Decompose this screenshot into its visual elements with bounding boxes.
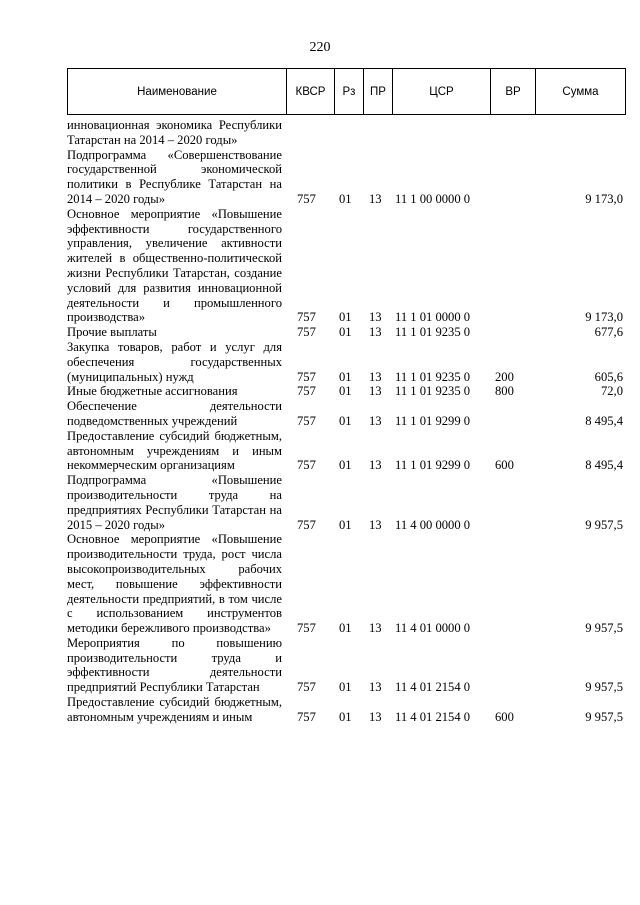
table-row [67,399,626,429]
row-kvsr: 757 [297,413,316,428]
header-rz: Рз [335,69,364,114]
row-sum: 9 957,5 [585,621,623,636]
row-sum: 8 495,4 [585,458,623,473]
row-rz: 01 [339,325,352,340]
row-vr: 200 [495,369,514,384]
row-pr: 13 [369,310,382,325]
row-pr: 13 [369,621,382,636]
row-name: Прочие выплаты [67,325,157,340]
row-pr: 13 [369,191,382,206]
row-rz: 01 [339,517,352,532]
row-sum: 9 173,0 [585,310,623,325]
row-rz: 01 [339,384,352,399]
row-name: Подпрограмма «Совершенствование государственной экономической политики в Республике Татарстан на 2014 – 2020 годы» [67,147,282,206]
row-kvsr: 757 [297,621,316,636]
header-sum: Сумма [562,85,599,98]
row-pr: 13 [369,413,382,428]
row-pr: 13 [369,709,382,724]
row-sum: 8 495,4 [585,413,623,428]
row-csr: 11 1 01 9235 0 [395,384,471,399]
row-kvsr: 757 [297,680,316,695]
row-kvsr: 757 [297,709,316,724]
row-rz: 01 [339,680,352,695]
row-pr: 13 [369,384,382,399]
row-name: Основное мероприятие «Повышение производительности труда, рост числа высокопроизводительных рабочих мест, повышение эффективности деятельности предприятий, в том числе с использованием инструментов методики бережливого производства» [67,532,282,636]
row-name: Предоставление субсидий бюджетным, автономным учреждениям и иным [67,695,282,724]
row-sum: 9 957,5 [585,709,623,724]
row-name: Мероприятия по повышению производительности труда и эффективности деятельности предприятий Республики Татарстан [67,635,282,695]
header-pr: ПР [364,69,393,114]
row-pr: 13 [369,369,382,384]
row-rz: 01 [339,310,352,325]
row-kvsr: 757 [297,384,316,399]
row-rz: 01 [339,621,352,636]
row-sum: 72,0 [600,384,623,399]
table-row [67,429,626,473]
row-csr: 11 1 01 9235 0 [395,325,471,340]
table-header [67,68,626,115]
row-csr: 11 4 01 0000 0 [395,621,471,636]
row-vr: 600 [495,709,514,724]
row-pr: 13 [369,517,382,532]
row-name: Основное мероприятие «Повышение эффективности государственного управления, увеличение активности жителей в общественно-политической жизни Республики Татарстан, создание условий для развития инновационной деятельности и промышленного производства» [67,206,282,325]
table-row [67,325,626,340]
row-rz: 01 [339,709,352,724]
table-row [67,473,626,532]
row-csr: 11 1 01 9235 0 [395,369,471,384]
table-row [67,636,626,695]
table-row [67,118,626,148]
row-kvsr: 757 [297,458,316,473]
row-rz: 01 [339,458,352,473]
row-kvsr: 757 [297,191,316,206]
row-sum: 9 957,5 [585,517,623,532]
row-name: Обеспечение деятельности подведомственных учреждений [67,399,282,428]
row-vr: 800 [495,384,514,399]
row-name: Иные бюджетные ассигнования [67,384,238,399]
table-row [67,207,626,325]
row-csr: 11 4 01 2154 0 [395,680,471,695]
row-kvsr: 757 [297,369,316,384]
row-name: Закупка товаров, работ и услуг для обеспечения государственных (муниципальных) нужд [67,339,282,384]
row-csr: 11 1 01 9299 0 [395,458,471,473]
header-kvsr: КВСР [287,69,335,114]
table-row [67,695,626,725]
row-rz: 01 [339,191,352,206]
row-sum: 9 173,0 [585,191,623,206]
row-csr: 11 4 01 2154 0 [395,709,471,724]
table-row [67,148,626,207]
row-pr: 13 [369,458,382,473]
row-vr: 600 [495,458,514,473]
row-sum: 605,6 [594,369,623,384]
row-sum: 9 957,5 [585,680,623,695]
header-name: Наименование [68,69,287,114]
table-row [67,532,626,636]
table-row [67,384,626,399]
row-kvsr: 757 [297,325,316,340]
row-rz: 01 [339,369,352,384]
row-name: Подпрограмма «Повышение производительности труда на предприятиях Республики Татарстан на 2015 – 2020 годы» [67,473,282,532]
row-csr: 11 1 01 0000 0 [395,310,471,325]
row-pr: 13 [369,680,382,695]
table-row [67,340,626,384]
row-csr: 11 1 00 0000 0 [395,191,471,206]
row-csr: 11 1 01 9299 0 [395,413,471,428]
header-csr: ЦСР [393,69,491,114]
row-kvsr: 757 [297,310,316,325]
row-name: инновационная экономика Республики Татарстан на 2014 – 2020 годы» [67,118,282,147]
table-body [67,118,626,725]
row-rz: 01 [339,413,352,428]
page-number: 220 [309,40,331,55]
row-sum: 677,6 [594,325,623,340]
row-pr: 13 [369,325,382,340]
row-csr: 11 4 00 0000 0 [395,517,471,532]
header-vr: ВР [491,69,536,114]
row-kvsr: 757 [297,517,316,532]
row-name: Предоставление субсидий бюджетным, автономным учреждениям и иным некоммерческим организациям [67,428,282,473]
